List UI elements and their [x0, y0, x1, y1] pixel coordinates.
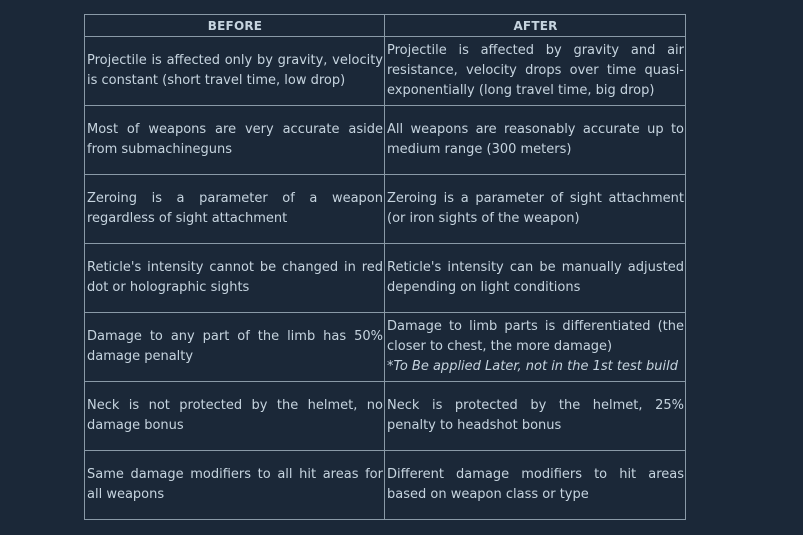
after-cell: Reticle's intensity can be manually adjusted depending on light conditions — [385, 244, 686, 313]
table-row — [85, 313, 686, 382]
table-row — [85, 244, 686, 313]
before-cell: Damage to any part of the limb has 50% damage penalty — [85, 313, 385, 382]
table-row — [85, 106, 686, 175]
after-cell-text: Damage to limb parts is differentiated (the closer to chest, the more damage) — [387, 319, 684, 354]
after-cell: Neck is protected by the helmet, 25% penalty to headshot bonus — [385, 382, 686, 451]
after-cell — [385, 313, 686, 382]
after-cell: Different damage modifiers to hit areas based on weapon class or type — [385, 451, 686, 520]
before-cell: Most of weapons are very accurate aside from submachineguns — [85, 106, 385, 175]
table-row — [85, 382, 686, 451]
comparison-table — [84, 14, 686, 520]
after-cell-note: *To Be applied Later, not in the 1st test build — [387, 359, 678, 374]
after-cell: Zeroing is a parameter of sight attachment (or iron sights of the weapon) — [385, 175, 686, 244]
header-row — [85, 15, 686, 37]
table-row — [85, 175, 686, 244]
before-cell: Projectile is affected only by gravity, velocity is constant (short travel time, low drop) — [85, 37, 385, 106]
before-cell: Same damage modifiers to all hit areas for all weapons — [85, 451, 385, 520]
before-cell: Zeroing is a parameter of a weapon regardless of sight attachment — [85, 175, 385, 244]
after-cell: Projectile is affected by gravity and air resistance, velocity drops over time quasi-exponentially (long travel time, big drop) — [385, 37, 686, 106]
table-row — [85, 451, 686, 520]
column-header-after: AFTER — [385, 15, 686, 37]
table-row — [85, 37, 686, 106]
column-header-before: BEFORE — [85, 15, 385, 37]
after-cell: All weapons are reasonably accurate up to medium range (300 meters) — [385, 106, 686, 175]
before-cell: Reticle's intensity cannot be changed in red dot or holographic sights — [85, 244, 385, 313]
before-cell: Neck is not protected by the helmet, no damage bonus — [85, 382, 385, 451]
